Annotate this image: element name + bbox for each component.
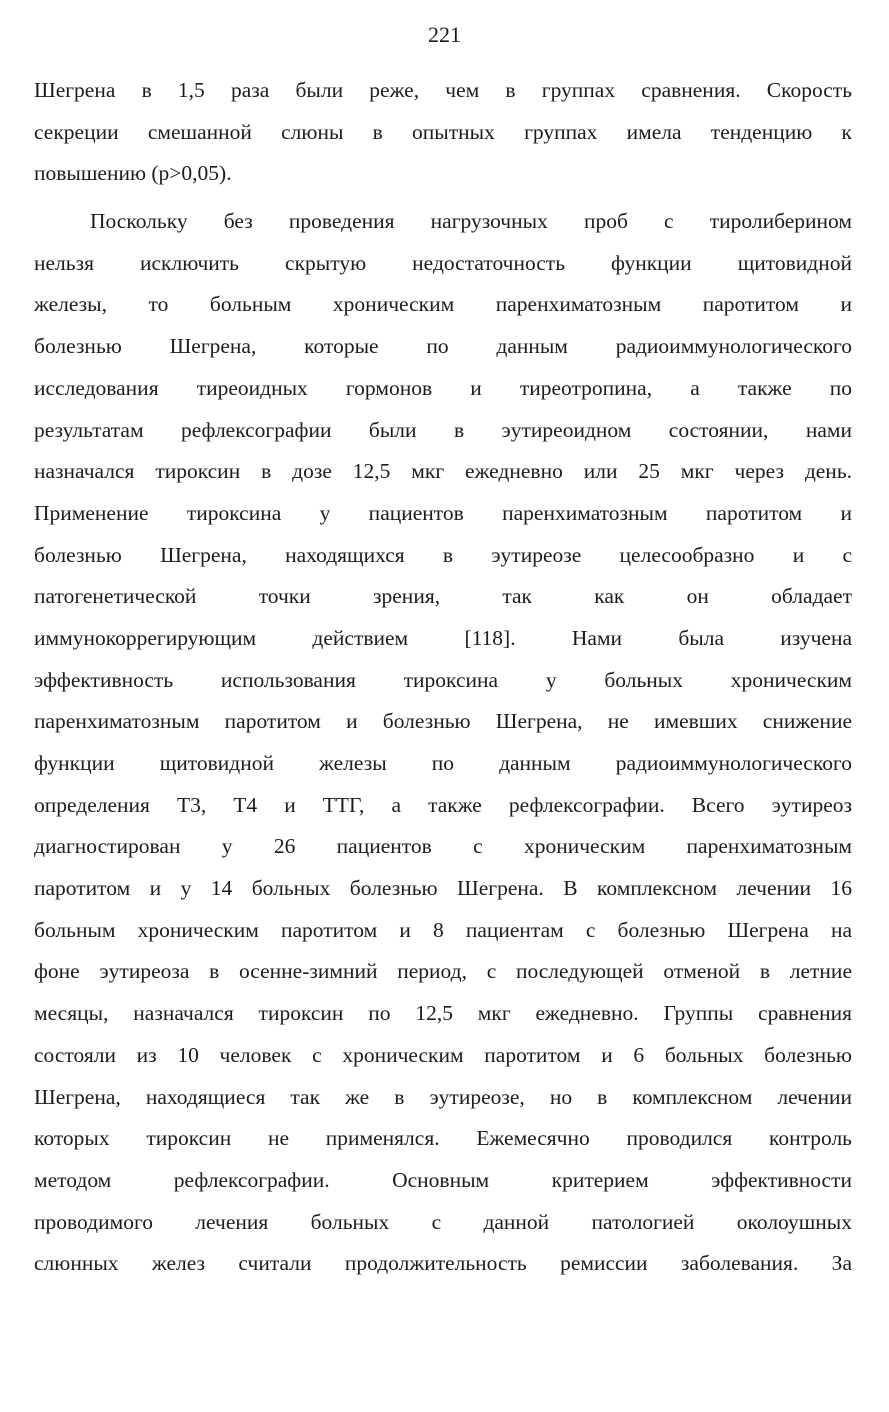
text-line: Поскольку без проведения нагрузочных проб с тиролиберином bbox=[90, 209, 852, 234]
text-line: месяцы, назначался тироксин по 12,5 мкг ежедневно. Группы сравнения bbox=[34, 1001, 852, 1026]
text-line: болезнью Шегрена, находящихся в эутиреозе целесообразно и с bbox=[34, 542, 852, 567]
text-line: функции щитовидной железы по данным радиоиммунологического bbox=[34, 751, 852, 775]
text-line: паренхиматозным паротитом и болезнью Шегрена, не имевших снижение bbox=[34, 709, 852, 734]
document-body bbox=[34, 70, 852, 1285]
text-line: железы, то больным хроническим паренхиматозным паротитом и bbox=[34, 292, 852, 317]
text-line: определения Т3, Т4 и ТТГ, а также рефлексографии. Всего эутиреоз bbox=[34, 792, 852, 817]
text-line: исследования тиреоидных гормонов и тиреотропина, а также по bbox=[34, 375, 852, 400]
text-line: секреции смешанной слюны в опытных группах имела тенденцию к bbox=[34, 119, 852, 144]
page-number: 221 bbox=[428, 22, 461, 47]
text-line: фоне эутиреоза в осенне-зимний период, с последующей отменой в летние bbox=[34, 959, 852, 984]
text-line: повышению (р>0,05). bbox=[34, 161, 232, 186]
text-line: методом рефлексографии. Основным критерием эффективности bbox=[34, 1167, 852, 1192]
text-line: слюнных желез считали продолжительность ремиссии заболевания. За bbox=[34, 1251, 852, 1276]
text-line: состояли из 10 человек с хроническим паротитом и 6 больных болезнью bbox=[34, 1042, 852, 1067]
text-line: иммунокоррегирующим действием [118]. Нами была изучена bbox=[34, 625, 852, 650]
text-line: больным хроническим паротитом и 8 пациентам с болезнью Шегрена на bbox=[34, 917, 852, 942]
text-line: Шегрена в 1,5 раза были реже, чем в группах сравнения. Скорость bbox=[34, 78, 852, 102]
text-line: результатам рефлексографии были в эутиреоидном состоянии, нами bbox=[34, 417, 852, 442]
text-line: патогенетической точки зрения, так как он обладает bbox=[34, 584, 852, 609]
text-line: которых тироксин не применялся. Ежемесячно проводился контроль bbox=[34, 1126, 852, 1151]
paragraph-1 bbox=[34, 70, 852, 195]
text-line: нельзя исключить скрытую недостаточность функции щитовидной bbox=[34, 250, 852, 275]
text-line: диагностирован у 26 пациентов с хроническим паренхиматозным bbox=[34, 834, 852, 859]
text-line: болезнью Шегрена, которые по данным радиоиммунологического bbox=[34, 334, 852, 359]
paragraph-2 bbox=[34, 201, 852, 1285]
text-line: эффективность использования тироксина у больных хроническим bbox=[34, 667, 852, 692]
text-line: назначался тироксин в дозе 12,5 мкг ежедневно или 25 мкг через день. bbox=[34, 459, 852, 484]
text-line: Применение тироксина у пациентов паренхиматозным паротитом и bbox=[34, 500, 852, 525]
text-line: паротитом и у 14 больных болезнью Шегрена. В комплексном лечении 16 bbox=[34, 876, 852, 901]
text-line: проводимого лечения больных с данной патологией околоушных bbox=[34, 1209, 852, 1234]
text-line: Шегрена, находящиеся так же в эутиреозе, но в комплексном лечении bbox=[34, 1084, 852, 1109]
